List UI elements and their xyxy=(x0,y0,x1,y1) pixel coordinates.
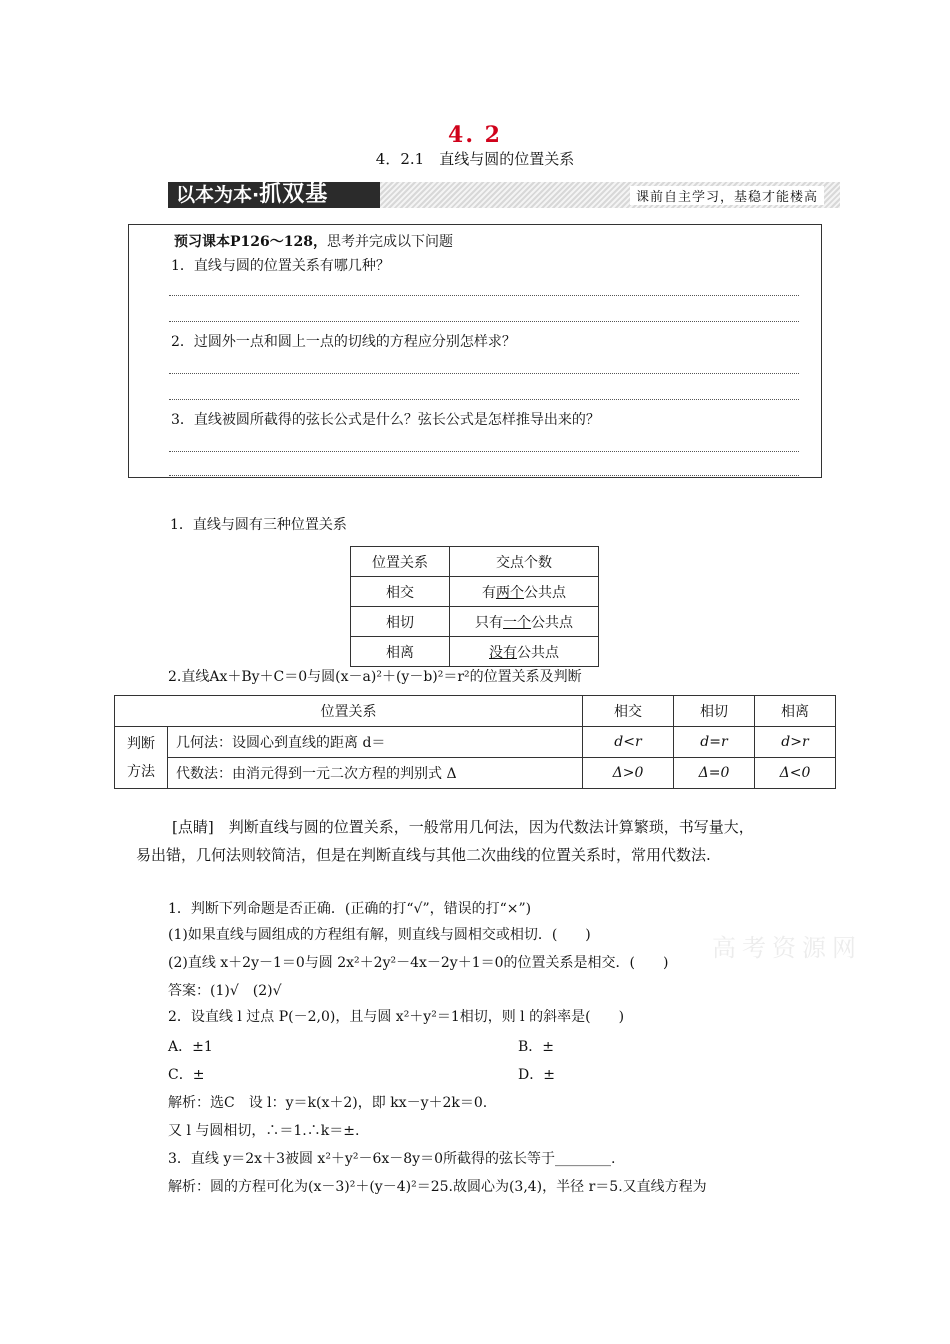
table-header: 相切 xyxy=(674,696,755,727)
table-cell xyxy=(450,637,599,667)
answer-line xyxy=(169,321,799,322)
solution-line: 又 l 与圆相切，∴＝1.∴k＝±. xyxy=(168,1123,360,1139)
table-cell: 相离 xyxy=(351,637,450,667)
table-header: 位置关系 xyxy=(115,696,583,727)
choice-b: B．± xyxy=(518,1039,555,1055)
banner-slogan: 课前自主学习，基稳才能楼高 xyxy=(630,186,824,205)
exercise-line: 1．判断下列命题是否正确．(正确的打“√”，错误的打“×”) xyxy=(168,901,532,917)
judge-label xyxy=(115,727,168,789)
banner-title-prefix: 以本为本· xyxy=(176,184,260,206)
preview-question: 2．过圆外一点和圆上一点的切线的方程应分别怎样求？ xyxy=(171,334,516,350)
table-header: 相离 xyxy=(755,696,836,727)
answer-line xyxy=(169,295,799,296)
note-line: [点睛] 判断直线与圆的位置关系，一般常用几何法，因为代数法计算繁琐，书写量大， xyxy=(172,818,754,836)
banner-title-emphasis: 抓双基 xyxy=(259,182,329,207)
section-number: 4. 2 xyxy=(448,122,502,148)
section-subtitle: 4．2.1 直线与圆的位置关系 xyxy=(375,150,575,168)
preview-heading xyxy=(174,231,453,251)
banner xyxy=(168,182,840,208)
banner-stripe xyxy=(380,182,840,208)
exercise-line: 2．设直线 l 过点 P(－2,0)，且与圆 x²＋y²＝1相切，则 l 的斜率是( ) xyxy=(168,1009,625,1025)
choice-a: A．±1 xyxy=(168,1039,213,1055)
solution-line: 解析：选C 设 l：y＝k(x＋2)，即 kx－y＋2k＝0. xyxy=(168,1095,488,1111)
table-header: 位置关系 xyxy=(351,547,450,577)
table-row xyxy=(351,607,599,637)
answer-line xyxy=(169,451,799,452)
table-header: 相交 xyxy=(583,696,674,727)
preview-question: 1．直线与圆的位置关系有哪几种？ xyxy=(171,258,390,274)
table-row xyxy=(115,727,836,758)
alg-method: 代数法：由消元得到一元二次方程的判别式 Δ xyxy=(168,758,583,789)
choice-c: C．± xyxy=(168,1067,205,1083)
table-cell: d>r xyxy=(755,727,836,758)
section1-intro: 1．直线与圆有三种位置关系 xyxy=(170,517,347,533)
judge-label-line: 方法 xyxy=(127,763,155,780)
preview-heading-rest: 思考并完成以下问题 xyxy=(326,234,453,250)
exercise-line: (1)如果直线与圆组成的方程组有解，则直线与圆相交或相切．( ) xyxy=(168,927,591,943)
cell-answer: 没有 xyxy=(489,644,517,661)
table-cell: 相交 xyxy=(351,577,450,607)
watermark: 高考资源网 xyxy=(712,934,862,962)
judgment-table xyxy=(114,695,836,789)
table-cell: d<r xyxy=(583,727,674,758)
table-header: 交点个数 xyxy=(450,547,599,577)
position-count-table xyxy=(350,546,599,667)
table-cell: 相切 xyxy=(351,607,450,637)
preview-heading-bold: 预习课本P126～128， xyxy=(174,234,327,250)
judge-label-line: 判断 xyxy=(127,735,155,752)
table-cell: Δ<0 xyxy=(755,758,836,789)
table-row xyxy=(351,637,599,667)
cell-answer: 两个 xyxy=(496,584,524,601)
cell-suffix: 公共点 xyxy=(517,644,559,661)
solution-line: 解析：圆的方程可化为(x－3)²＋(y－4)²＝25.故圆心为(3,4)，半径 r＝5.又直线方程为 xyxy=(168,1179,707,1195)
choice-d: D．± xyxy=(518,1067,555,1083)
preview-question: 3．直线被圆所截得的弦长公式是什么？弦长公式是怎样推导出来的？ xyxy=(171,412,600,428)
table-cell: Δ>0 xyxy=(583,758,674,789)
answer-line xyxy=(169,373,799,374)
answer-line-text: 答案：(1)√ (2)√ xyxy=(168,983,282,999)
geo-method: 几何法：设圆心到直线的距离 d＝ xyxy=(168,727,583,758)
table-cell: Δ=0 xyxy=(674,758,755,789)
table-row xyxy=(351,577,599,607)
table-cell xyxy=(450,607,599,637)
cell-prefix: 只有 xyxy=(475,614,503,631)
section2-intro: 2.直线Ax＋By＋C＝0与圆(x－a)²＋(y－b)²＝r²的位置关系及判断 xyxy=(168,669,582,685)
cell-suffix: 公共点 xyxy=(524,584,566,601)
cell-prefix: 有 xyxy=(482,584,496,601)
answer-line xyxy=(169,475,799,476)
table-row xyxy=(115,758,836,789)
preview-box xyxy=(128,224,822,478)
answer-line xyxy=(169,399,799,400)
cell-answer: 一个 xyxy=(503,614,531,631)
exercise-line: (2)直线 x＋2y－1＝0与圆 2x²＋2y²－4x－2y＋1＝0的位置关系是相交．( ) xyxy=(168,955,669,971)
table-cell: d=r xyxy=(674,727,755,758)
cell-suffix: 公共点 xyxy=(531,614,573,631)
exercise-line: 3．直线 y＝2x＋3被圆 x²＋y²－6x－8y＝0所截得的弦长等于________. xyxy=(168,1151,616,1167)
banner-title xyxy=(168,182,380,208)
table-cell xyxy=(450,577,599,607)
note-line: 易出错，几何法则较简洁，但是在判断直线与其他二次曲线的位置关系时，常用代数法. xyxy=(136,846,711,864)
